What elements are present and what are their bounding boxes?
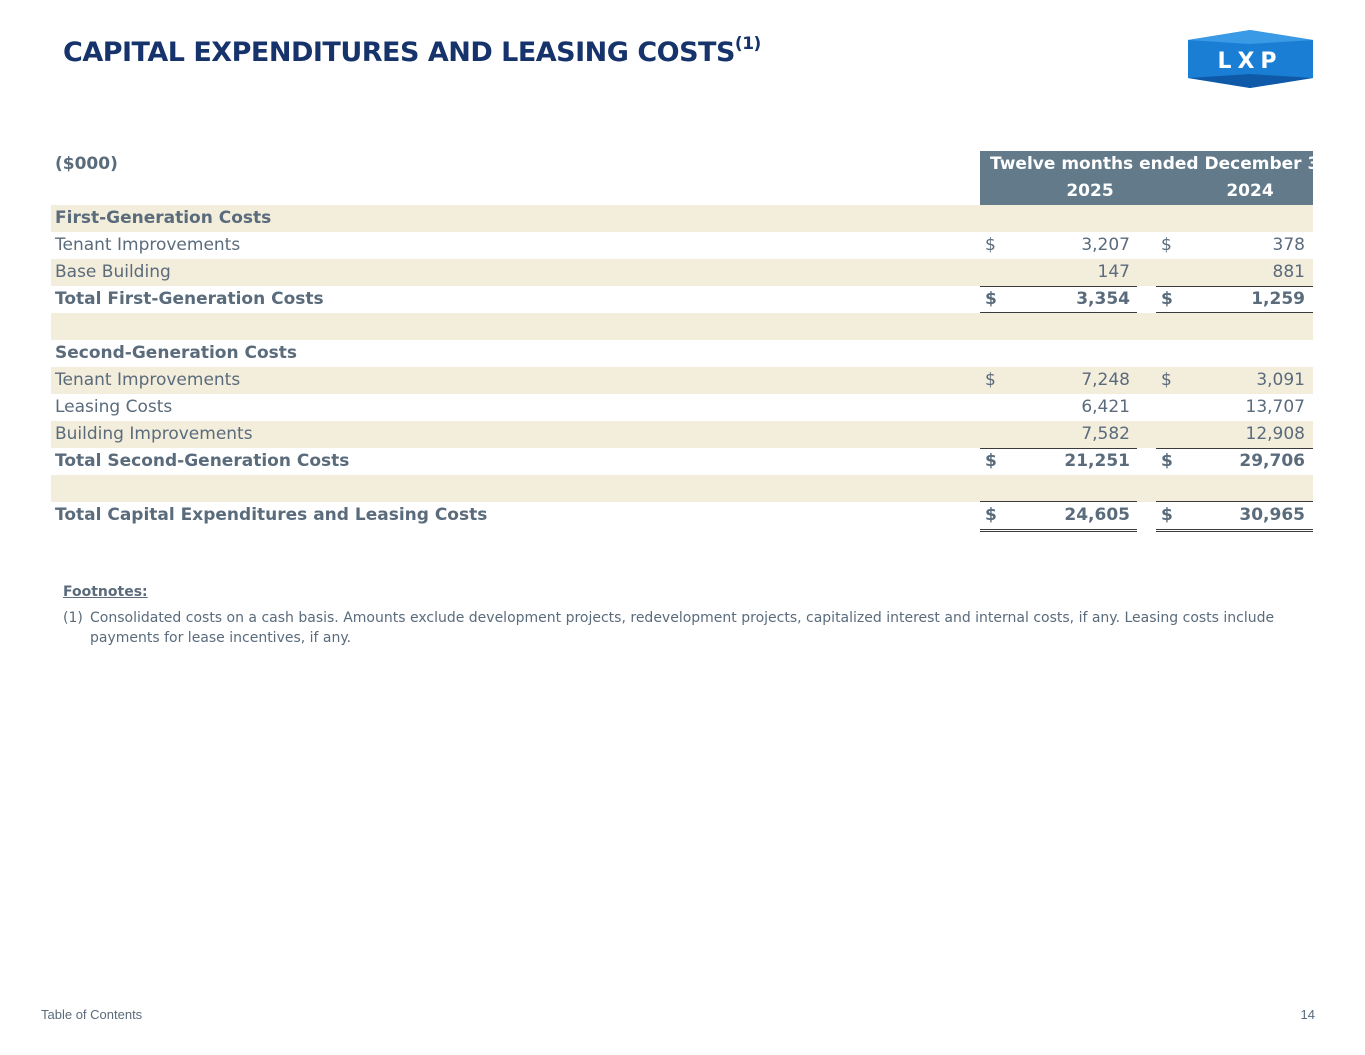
table-body [51,205,1313,529]
currency-2025: $ [985,370,996,390]
value-2024: 3,091 [1256,370,1305,390]
row-label: First-Generation Costs [55,208,272,228]
currency-2025: $ [985,289,997,309]
currency-2025: $ [985,235,996,255]
page-number: 14 [1300,1007,1315,1022]
footnote-item [63,608,1303,648]
table-row [51,394,1313,421]
subtotal-rule [1156,448,1313,449]
year-2024-header: 2024 [1226,181,1274,201]
footnote-number: (1) [63,610,83,626]
page-title [63,36,761,68]
value-2025: 3,207 [1081,235,1130,255]
currency-2024: $ [1161,235,1172,255]
year-2025-header: 2025 [1066,181,1114,201]
value-2025: 6,421 [1081,397,1130,417]
row-label: Leasing Costs [55,397,173,417]
grand-total-double-rule [980,529,1137,532]
table-row-spacer [51,475,1313,502]
value-2024: 12,908 [1245,424,1305,444]
row-label: Total First-Generation Costs [55,289,324,309]
table-header [51,151,1338,205]
currency-2024: $ [1161,289,1173,309]
footnotes [63,584,1303,648]
footnotes-heading: Footnotes: [63,584,148,600]
title-text: CAPITAL EXPENDITURES AND LEASING COSTS [63,37,735,68]
table-row [51,448,1313,475]
subtotal-rule [1156,286,1313,287]
currency-2025: $ [985,451,997,471]
grand-total-double-rule [1156,529,1313,532]
row-label: Total Second-Generation Costs [55,451,350,471]
table-row [51,232,1313,259]
value-2025: 7,248 [1081,370,1130,390]
table-row [51,205,1313,232]
table-row [51,259,1313,286]
title-footnote-marker: (1) [734,34,761,54]
value-2025: 7,582 [1081,424,1130,444]
unit-label: ($000) [55,154,118,174]
value-2024: 1,259 [1251,289,1305,309]
lxp-logo [1188,30,1313,88]
currency-2024: $ [1161,370,1172,390]
value-2025: 24,605 [1064,505,1130,525]
row-label: Second-Generation Costs [55,343,298,363]
subtotal-rule [980,286,1137,287]
table-row [51,340,1313,367]
value-2025: 3,354 [1076,289,1130,309]
subtotal-rule [980,448,1137,449]
table-row [51,286,1313,313]
table-of-contents-link[interactable]: Table of Contents [41,1007,143,1022]
value-2024: 13,707 [1245,397,1305,417]
table-row-spacer [51,313,1313,340]
row-label: Tenant Improvements [55,235,241,255]
table-row [51,367,1313,394]
row-label: Base Building [55,262,171,282]
value-2024: 378 [1272,235,1305,255]
row-label: Building Improvements [55,424,253,444]
value-2024: 881 [1272,262,1305,282]
table-row [51,421,1313,448]
table-row [51,502,1313,529]
currency-2025: $ [985,505,997,525]
value-2025: 147 [1097,262,1130,282]
value-2025: 21,251 [1064,451,1130,471]
value-2024: 29,706 [1239,451,1305,471]
value-2024: 30,965 [1239,505,1305,525]
currency-2024: $ [1161,451,1173,471]
row-label: Tenant Improvements [55,370,241,390]
capex-table [51,151,1338,529]
period-label: Twelve months ended December 31, [990,154,1338,174]
logo-text: LXP [1217,49,1283,74]
currency-2024: $ [1161,505,1173,525]
footnote-text: Consolidated costs on a cash basis. Amounts exclude development projects, redevelopment projects, capitalized interest and internal costs, if any. Leasing costs include payments for lease incentives, if any. [90,610,1275,646]
row-label: Total Capital Expenditures and Leasing Costs [55,505,488,525]
